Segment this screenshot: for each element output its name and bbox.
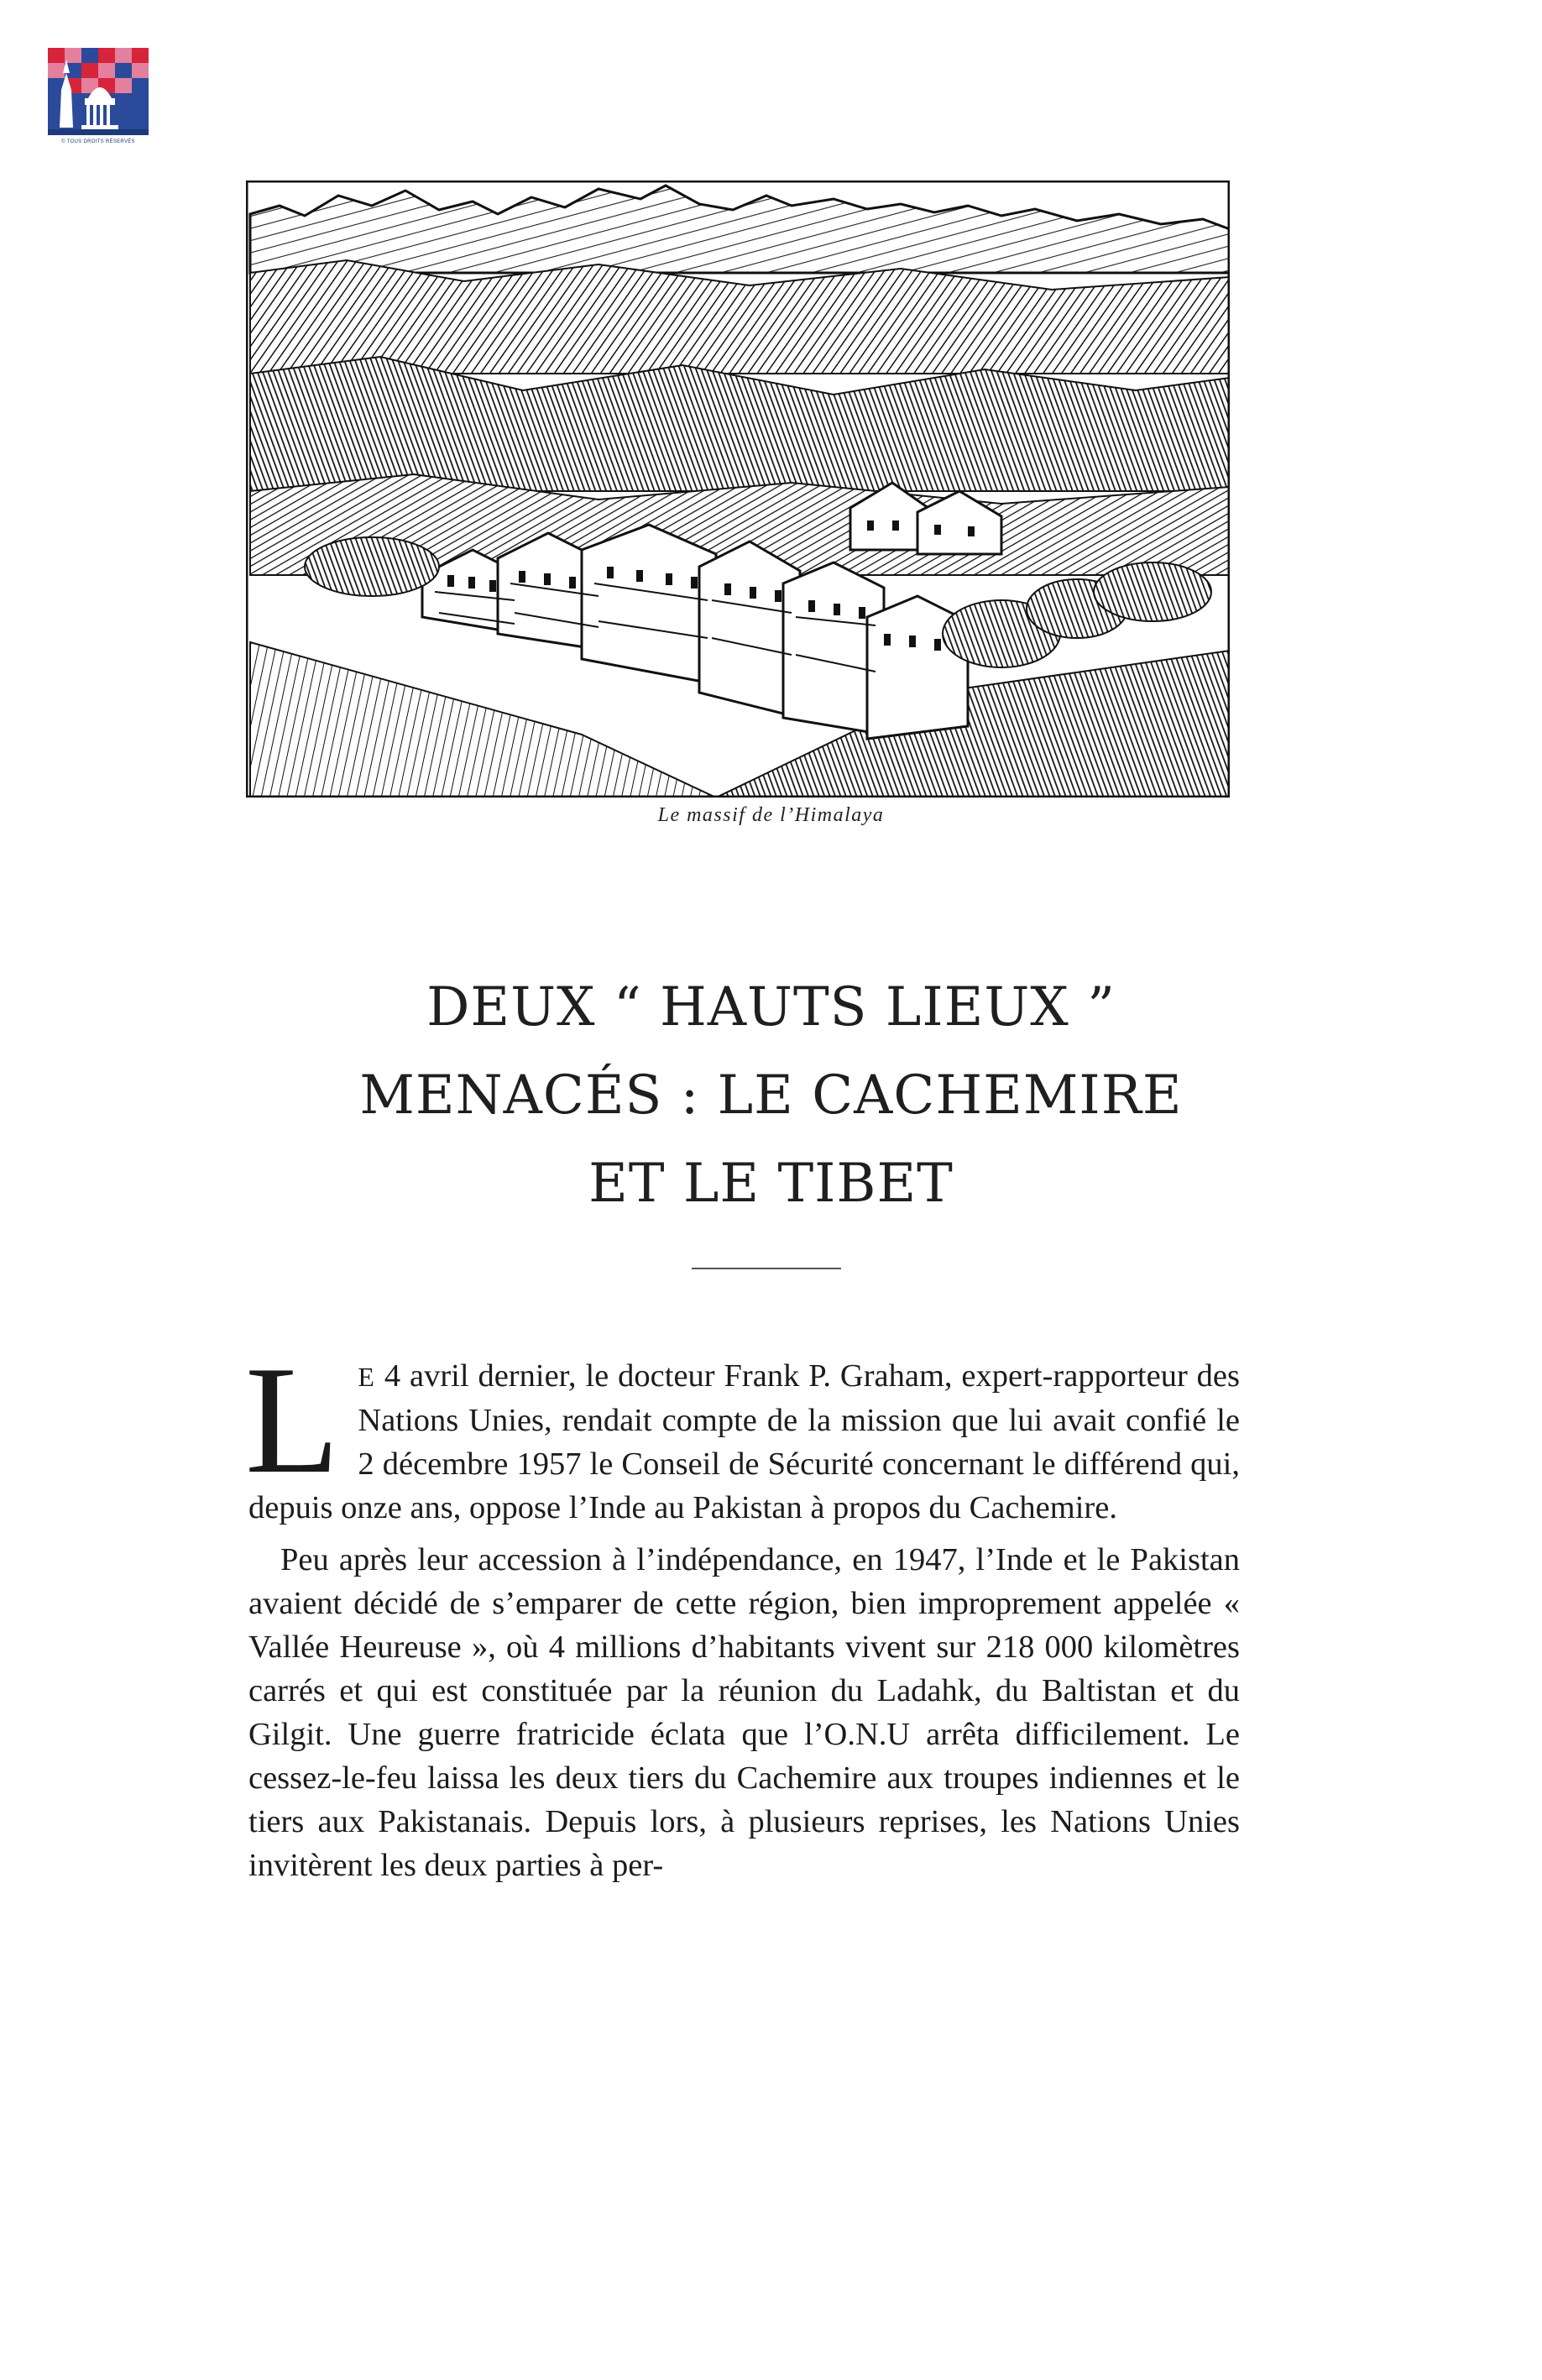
title-divider: [692, 1268, 841, 1269]
logo-caption: © TOUS DROITS RÉSERVÉS: [61, 139, 135, 144]
title-line-2: MENACÉS : LE CACHEMIRE: [359, 1064, 1183, 1127]
paragraph-2: Peu après leur accession à l’indépendance, en 1947, l’Inde et le Pakistan avaient décidé de s’emparer de cette région, bien improprement appelée « Vallée Heureuse », où 4 millions d’habitants vivent sur 218 000 kilomètres carrés et qui est constituée par la réunion du Ladahk, du Baltistan et du Gilgit. Une guerre fratricide éclata que l’O.N.U arrêta difficilement. Le cessez-le-feu laissa les deux tiers du Cachemire aux troupes indiennes et le tiers aux Pakistanais. Depuis lors, à plusieurs reprises, les Nations Unies invitèrent les deux parties à per-: [248, 1542, 1240, 1883]
drop-cap: L: [245, 1334, 340, 1505]
publisher-logo: [48, 48, 149, 147]
mountain-landscape-image: [246, 180, 1230, 798]
article-body: [245, 1334, 1240, 1896]
himalaya-illustration: [246, 180, 1230, 798]
paragraph-1: [245, 1334, 1240, 1530]
logo-mosaic-icon: [48, 48, 149, 135]
paragraph-1-text: 4 avril dernier, le docteur Frank P. Graham, expert-rapporteur des Nations Unies, rendait compte de la mission que lui avait confié le 2 décembre 1957 le Conseil de Sécurité concernant le différend qui, depuis onze ans, oppose l’Inde au Pakistan à propos du Cachemire.: [248, 1358, 1240, 1525]
article-title: [0, 964, 1542, 1228]
first-word-rest: E: [358, 1362, 375, 1392]
title-line-1: DEUX “ HAUTS LIEUX ”: [426, 976, 1116, 1038]
title-line-3: ET LE TIBET: [588, 1153, 954, 1215]
figure-caption: Le massif de l’Himalaya: [657, 804, 885, 826]
